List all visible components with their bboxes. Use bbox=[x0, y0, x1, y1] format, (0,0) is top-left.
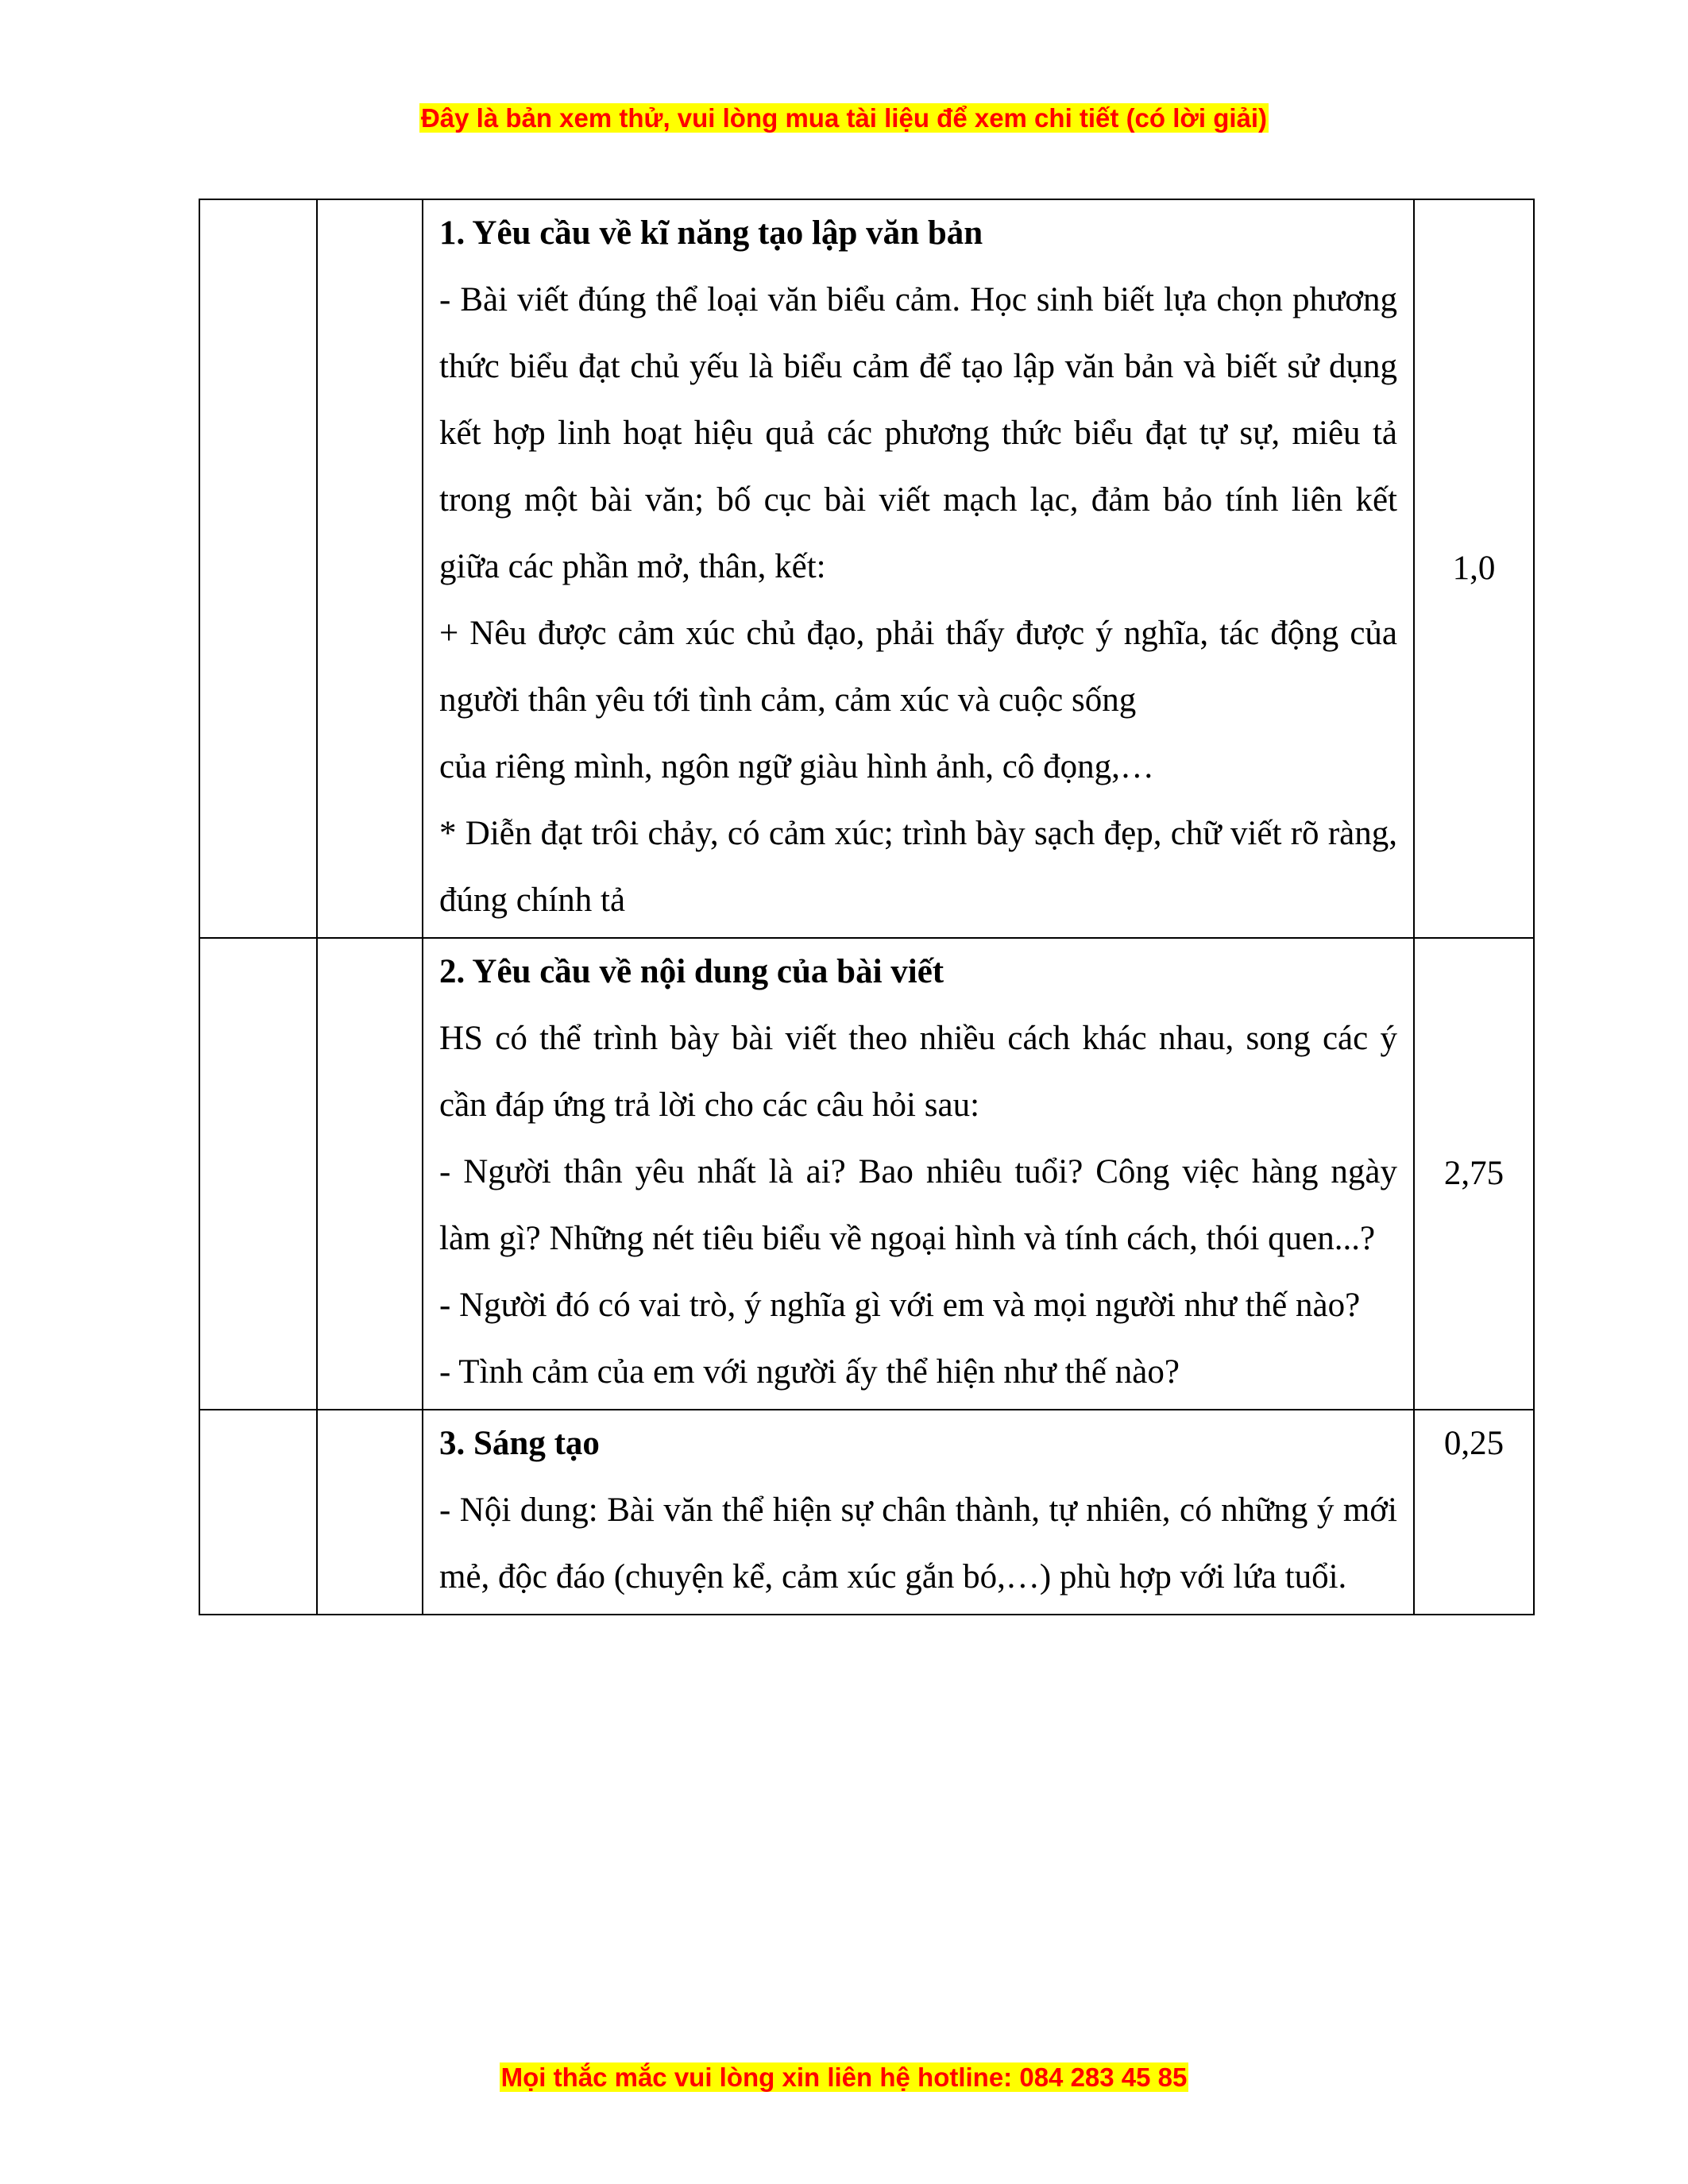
table-row bbox=[199, 938, 1534, 1410]
criteria-cell bbox=[423, 199, 1414, 938]
score-cell: 1,0 bbox=[1414, 199, 1534, 938]
criteria-paragraph: của riêng mình, ngôn ngữ giàu hình ảnh, cô đọng,… bbox=[439, 748, 1154, 785]
score-cell: 0,25 bbox=[1414, 1410, 1534, 1615]
table-row bbox=[199, 199, 1534, 938]
empty-cell bbox=[317, 1410, 423, 1615]
preview-notice-banner bbox=[0, 102, 1688, 134]
table-row bbox=[199, 1410, 1534, 1615]
criteria-paragraph: HS có thể trình bày bài viết theo nhiều cách khác nhau, song các ý cần đáp ứng trả lời cho các câu hỏi sau: bbox=[439, 1020, 1397, 1124]
criteria-cell bbox=[423, 1410, 1414, 1615]
criteria-paragraph: - Nội dung: Bài văn thể hiện sự chân thành, tự nhiên, có những ý mới mẻ, độc đáo (chuyện kể, cảm xúc gắn bó,…) phù hợp với lứa tuổi. bbox=[439, 1491, 1397, 1596]
score-cell: 2,75 bbox=[1414, 938, 1534, 1410]
criteria-paragraph: - Người đó có vai trò, ý nghĩa gì với em và mọi người như thế nào? bbox=[439, 1287, 1361, 1324]
criteria-heading: 3. Sáng tạo bbox=[439, 1425, 600, 1462]
criteria-cell bbox=[423, 938, 1414, 1410]
empty-cell bbox=[199, 938, 317, 1410]
empty-cell bbox=[199, 199, 317, 938]
preview-notice-text: Đây là bản xem thử, vui lòng mua tài liệu để xem chi tiết (có lời giải) bbox=[420, 103, 1268, 133]
empty-cell bbox=[317, 938, 423, 1410]
criteria-paragraph: - Bài viết đúng thể loại văn biểu cảm. Học sinh biết lựa chọn phương thức biểu đạt chủ yếu là biểu cảm để tạo lập văn bản và biết sử dụng kết hợp linh hoạt hiệu quả các phương thức biểu đạt tự sự, miêu tả trong một bài văn; bố cục bài viết mạch lạc, đảm bảo tính liên kết giữa các phần mở, thân, kết: bbox=[439, 281, 1397, 585]
criteria-paragraph: - Người thân yêu nhất là ai? Bao nhiêu tuổi? Công việc hàng ngày làm gì? Những nét tiêu biểu về ngoại hình và tính cách, thói quen...? bbox=[439, 1153, 1397, 1257]
hotline-banner bbox=[0, 2062, 1688, 2093]
criteria-heading: 2. Yêu cầu về nội dung của bài viết bbox=[439, 953, 944, 990]
criteria-heading: 1. Yêu cầu về kĩ năng tạo lập văn bản bbox=[439, 214, 983, 252]
criteria-paragraph: + Nêu được cảm xúc chủ đạo, phải thấy được ý nghĩa, tác động của người thân yêu tới tình cảm, cảm xúc và cuộc sống bbox=[439, 615, 1397, 719]
empty-cell bbox=[317, 199, 423, 938]
criteria-paragraph: * Diễn đạt trôi chảy, có cảm xúc; trình bày sạch đẹp, chữ viết rõ ràng, đúng chính tả bbox=[439, 815, 1397, 919]
criteria-paragraph: - Tình cảm của em với người ấy thể hiện như thế nào? bbox=[439, 1353, 1180, 1391]
grading-table bbox=[199, 199, 1535, 1615]
hotline-text: Mọi thắc mắc vui lòng xin liên hệ hotline: 084 283 45 85 bbox=[500, 2062, 1188, 2092]
empty-cell bbox=[199, 1410, 317, 1615]
